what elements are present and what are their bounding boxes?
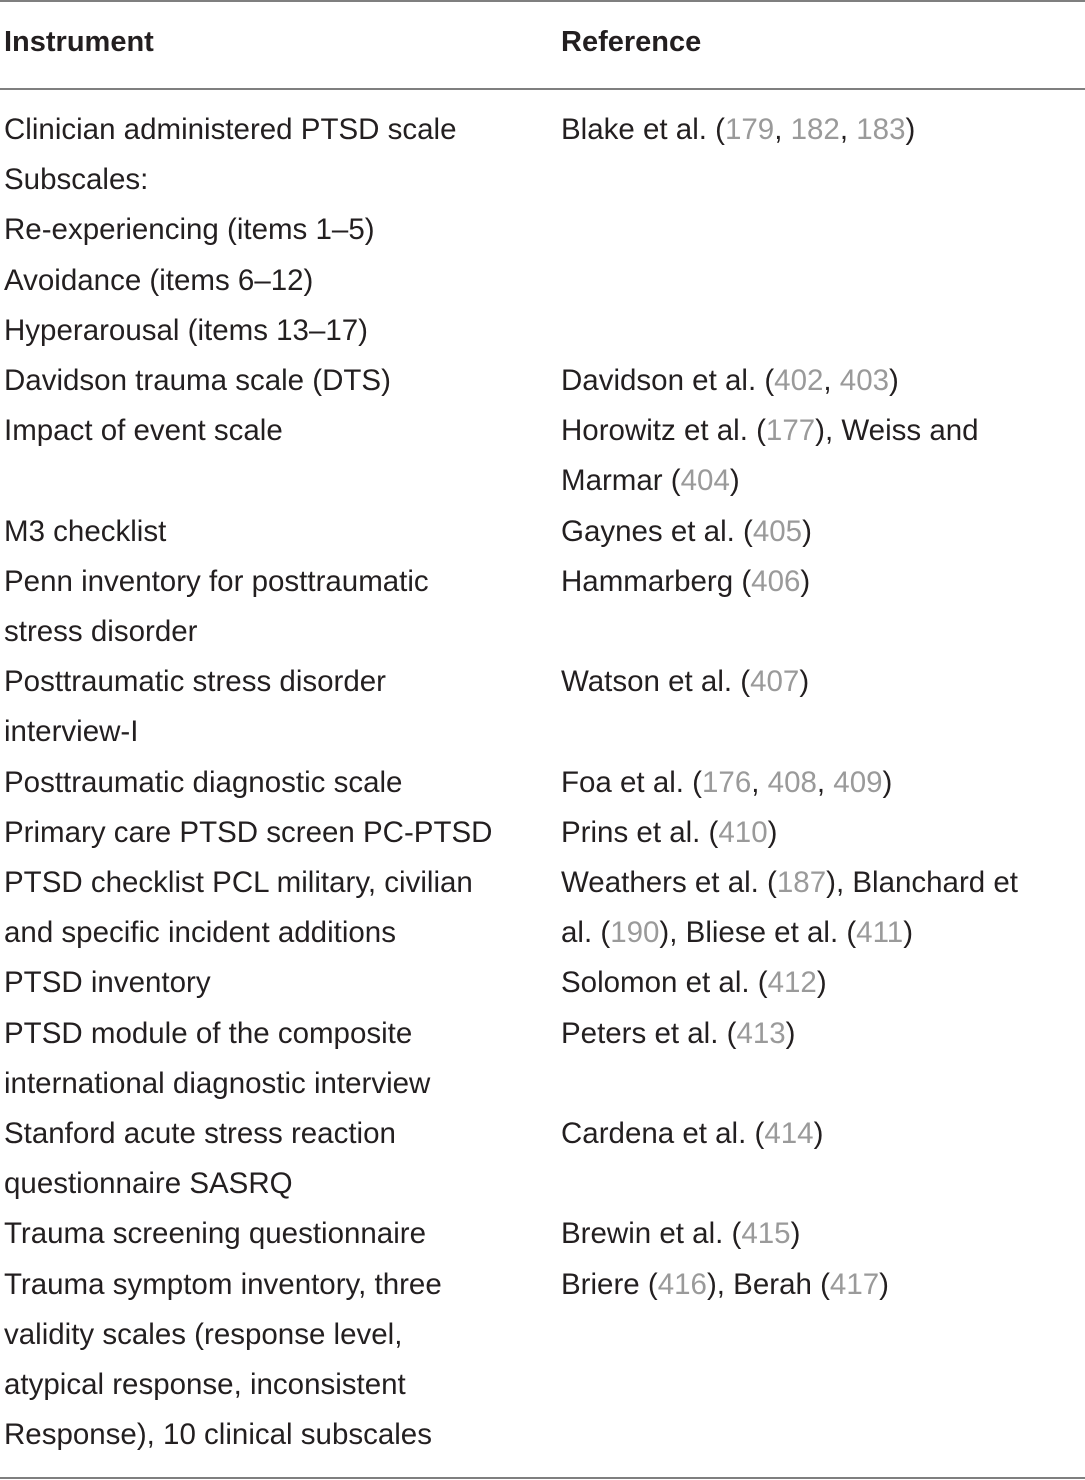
instrument-cell	[0, 1009, 557, 1109]
instrument-line: Avoidance (items 6–12)	[4, 263, 314, 297]
reference-text: ), Berah (	[706, 1267, 830, 1301]
reference-line	[561, 557, 1085, 607]
table-row	[0, 507, 1085, 557]
instrument-cell	[0, 958, 557, 1008]
instrument-line: Clinician administered PTSD scale	[4, 113, 457, 146]
instrument-line: stress disorder	[4, 615, 198, 649]
reference-text: Brewin et al. (	[561, 1217, 742, 1251]
instrument-line: Trauma screening questionnaire	[4, 1217, 426, 1251]
reference-line	[561, 406, 1085, 456]
reference-cell	[557, 958, 1085, 1008]
table-row	[0, 758, 1085, 808]
reference-text: Hammarberg (	[561, 564, 752, 598]
reference-line	[561, 1209, 1085, 1259]
table-row	[0, 356, 1085, 406]
reference-text: )	[802, 514, 812, 548]
instrument-line: Posttraumatic diagnostic scale	[4, 765, 403, 799]
citation-number-link[interactable]: 412	[767, 966, 817, 1000]
reference-text: )	[889, 364, 899, 398]
reference-text: Prins et al. (	[561, 815, 719, 849]
reference-line	[561, 456, 1085, 506]
table-top-rule	[0, 0, 1085, 2]
reference-cell	[557, 858, 1085, 958]
reference-text: )	[813, 1117, 824, 1151]
instrument-cell	[0, 758, 557, 808]
reference-text: Weathers et al. (	[561, 866, 777, 900]
instrument-line: Davidson trauma scale (DTS)	[4, 364, 391, 398]
citation-number-link[interactable]: 176	[702, 765, 752, 799]
citation-number-link[interactable]: 404	[680, 464, 730, 498]
citation-number-link[interactable]: 414	[764, 1117, 814, 1151]
instrument-line: Hyperarousal (items 13–17)	[4, 313, 368, 347]
instrument-line: questionnaire SASRQ	[4, 1167, 293, 1201]
citation-number-link[interactable]: 413	[736, 1016, 786, 1050]
citation-number-link[interactable]: 183	[856, 113, 906, 146]
header-rule	[0, 88, 1085, 90]
citation-number-link[interactable]: 403	[839, 364, 890, 398]
reference-text: Cardena et al. (	[561, 1117, 765, 1151]
reference-cell	[557, 758, 1085, 808]
citation-number-link[interactable]: 187	[776, 866, 827, 900]
reference-cell	[557, 657, 1085, 757]
reference-cell	[557, 507, 1085, 557]
reference-cell	[557, 356, 1085, 406]
instrument-line: and specific incident additions	[4, 916, 396, 950]
reference-cell	[557, 1209, 1085, 1259]
reference-line	[561, 1009, 1085, 1059]
reference-text: Watson et al. (	[561, 665, 751, 699]
reference-text: )	[879, 1267, 889, 1301]
reference-text: Peters et al. (	[561, 1016, 737, 1050]
reference-cell	[557, 1009, 1085, 1109]
instrument-line: Subscales:	[4, 163, 149, 197]
table-body	[0, 105, 1085, 1460]
reference-line	[561, 808, 1085, 858]
table-row	[0, 1209, 1085, 1259]
reference-text: Horowitz et al. (	[561, 414, 766, 448]
reference-text: )	[799, 665, 810, 699]
instrument-line: Impact of event scale	[4, 414, 283, 448]
reference-cell	[557, 557, 1085, 657]
reference-line	[561, 858, 1085, 908]
table-row	[0, 406, 1085, 506]
instrument-line: Response), 10 clinical subscales	[4, 1418, 432, 1452]
reference-text: )	[729, 464, 740, 498]
citation-number-link[interactable]: 405	[752, 514, 803, 548]
reference-line	[561, 657, 1085, 707]
instrument-line: Trauma symptom inventory, three	[4, 1267, 442, 1301]
reference-line	[561, 1260, 1085, 1310]
reference-text: ,	[839, 113, 857, 146]
reference-text: )	[800, 564, 811, 598]
citation-number-link[interactable]: 402	[774, 364, 824, 398]
header-reference: Reference	[561, 26, 702, 58]
reference-text: Solomon et al. (	[561, 966, 768, 1000]
citation-number-link[interactable]: 417	[829, 1267, 880, 1301]
reference-cell	[557, 406, 1085, 506]
instrument-line: PTSD module of the composite	[4, 1016, 413, 1050]
reference-text: )	[905, 113, 916, 146]
instrument-line: Re-experiencing (items 1–5)	[4, 213, 375, 247]
instrument-line: PTSD checklist PCL military, civilian	[4, 866, 473, 900]
citation-number-link[interactable]: 416	[657, 1267, 707, 1301]
instrument-cell	[0, 356, 557, 406]
reference-line	[561, 758, 1085, 808]
instrument-line: atypical response, inconsistent	[4, 1368, 406, 1402]
reference-line	[561, 908, 1085, 958]
reference-text: ), Blanchard et	[826, 866, 1018, 900]
citation-number-link[interactable]: 410	[718, 815, 768, 849]
instrument-cell	[0, 1109, 557, 1209]
instrument-line: M3 checklist	[4, 514, 167, 548]
instrument-cell	[0, 1209, 557, 1259]
instrument-line: Stanford acute stress reaction	[4, 1117, 396, 1151]
citation-number-link[interactable]: 415	[741, 1217, 791, 1251]
instrument-cell	[0, 105, 557, 356]
citation-number-link[interactable]: 411	[856, 916, 904, 950]
reference-text: ,	[816, 765, 834, 799]
citation-number-link[interactable]: 177	[765, 414, 816, 448]
table-row	[0, 958, 1085, 1008]
reference-text: ), Bliese et al. (	[659, 916, 857, 950]
table-row	[0, 105, 1085, 356]
instrument-line: Penn inventory for posttraumatic	[4, 564, 429, 598]
reference-text: )	[882, 765, 893, 799]
reference-line	[561, 1109, 1085, 1159]
reference-text: )	[785, 1016, 796, 1050]
citation-number-link[interactable]: 190	[610, 916, 660, 950]
instrument-line: Primary care PTSD screen PC-PTSD	[4, 815, 493, 849]
citation-number-link[interactable]: 407	[750, 665, 800, 699]
reference-text: ,	[751, 765, 768, 799]
reference-text: Briere (	[561, 1267, 658, 1301]
citation-number-link[interactable]: 182	[790, 113, 840, 146]
reference-text: al. (	[561, 916, 611, 950]
reference-text: Davidson et al. (	[561, 364, 775, 398]
reference-text: Blake et al. (	[561, 113, 725, 146]
table-bottom-rule	[0, 1477, 1085, 1479]
reference-text: Gaynes et al. (	[561, 514, 753, 548]
table-row	[0, 1260, 1085, 1461]
citation-number-link[interactable]: 406	[751, 564, 801, 598]
citation-number-link[interactable]: 409	[833, 765, 883, 799]
instrument-cell	[0, 557, 557, 657]
instrument-cell	[0, 507, 557, 557]
reference-text: )	[816, 966, 827, 1000]
instrument-line: PTSD inventory	[4, 966, 211, 1000]
table-row	[0, 557, 1085, 657]
reference-line	[561, 507, 1085, 557]
instrument-line: interview-I	[4, 715, 139, 749]
instrument-line: international diagnostic interview	[4, 1066, 431, 1100]
reference-text: ), Weiss and	[815, 414, 979, 448]
reference-cell	[557, 105, 1085, 356]
instrument-line: Posttraumatic stress disorder	[4, 665, 386, 699]
reference-text: )	[790, 1217, 801, 1251]
table-row	[0, 657, 1085, 757]
table-row	[0, 858, 1085, 958]
table-row	[0, 1009, 1085, 1109]
reference-text: )	[903, 916, 914, 950]
reference-text: ,	[774, 113, 791, 146]
reference-cell	[557, 1260, 1085, 1461]
reference-line	[561, 105, 1085, 155]
citation-number-link[interactable]: 179	[724, 113, 775, 146]
reference-cell	[557, 1109, 1085, 1209]
reference-text: Foa et al. (	[561, 765, 703, 799]
reference-line	[561, 356, 1085, 406]
table-row	[0, 808, 1085, 858]
reference-text: )	[767, 815, 778, 849]
instrument-cell	[0, 858, 557, 958]
instrument-cell	[0, 808, 557, 858]
reference-text: ,	[823, 364, 840, 398]
instrument-cell	[0, 406, 557, 506]
citation-number-link[interactable]: 408	[767, 765, 817, 799]
header-instrument: Instrument	[4, 26, 154, 58]
reference-line	[561, 958, 1085, 1008]
reference-cell	[557, 808, 1085, 858]
reference-text: Marmar (	[561, 464, 681, 498]
instrument-line: validity scales (response level,	[4, 1317, 403, 1351]
instrument-cell	[0, 1260, 557, 1461]
instrument-cell	[0, 657, 557, 757]
table-row	[0, 1109, 1085, 1209]
